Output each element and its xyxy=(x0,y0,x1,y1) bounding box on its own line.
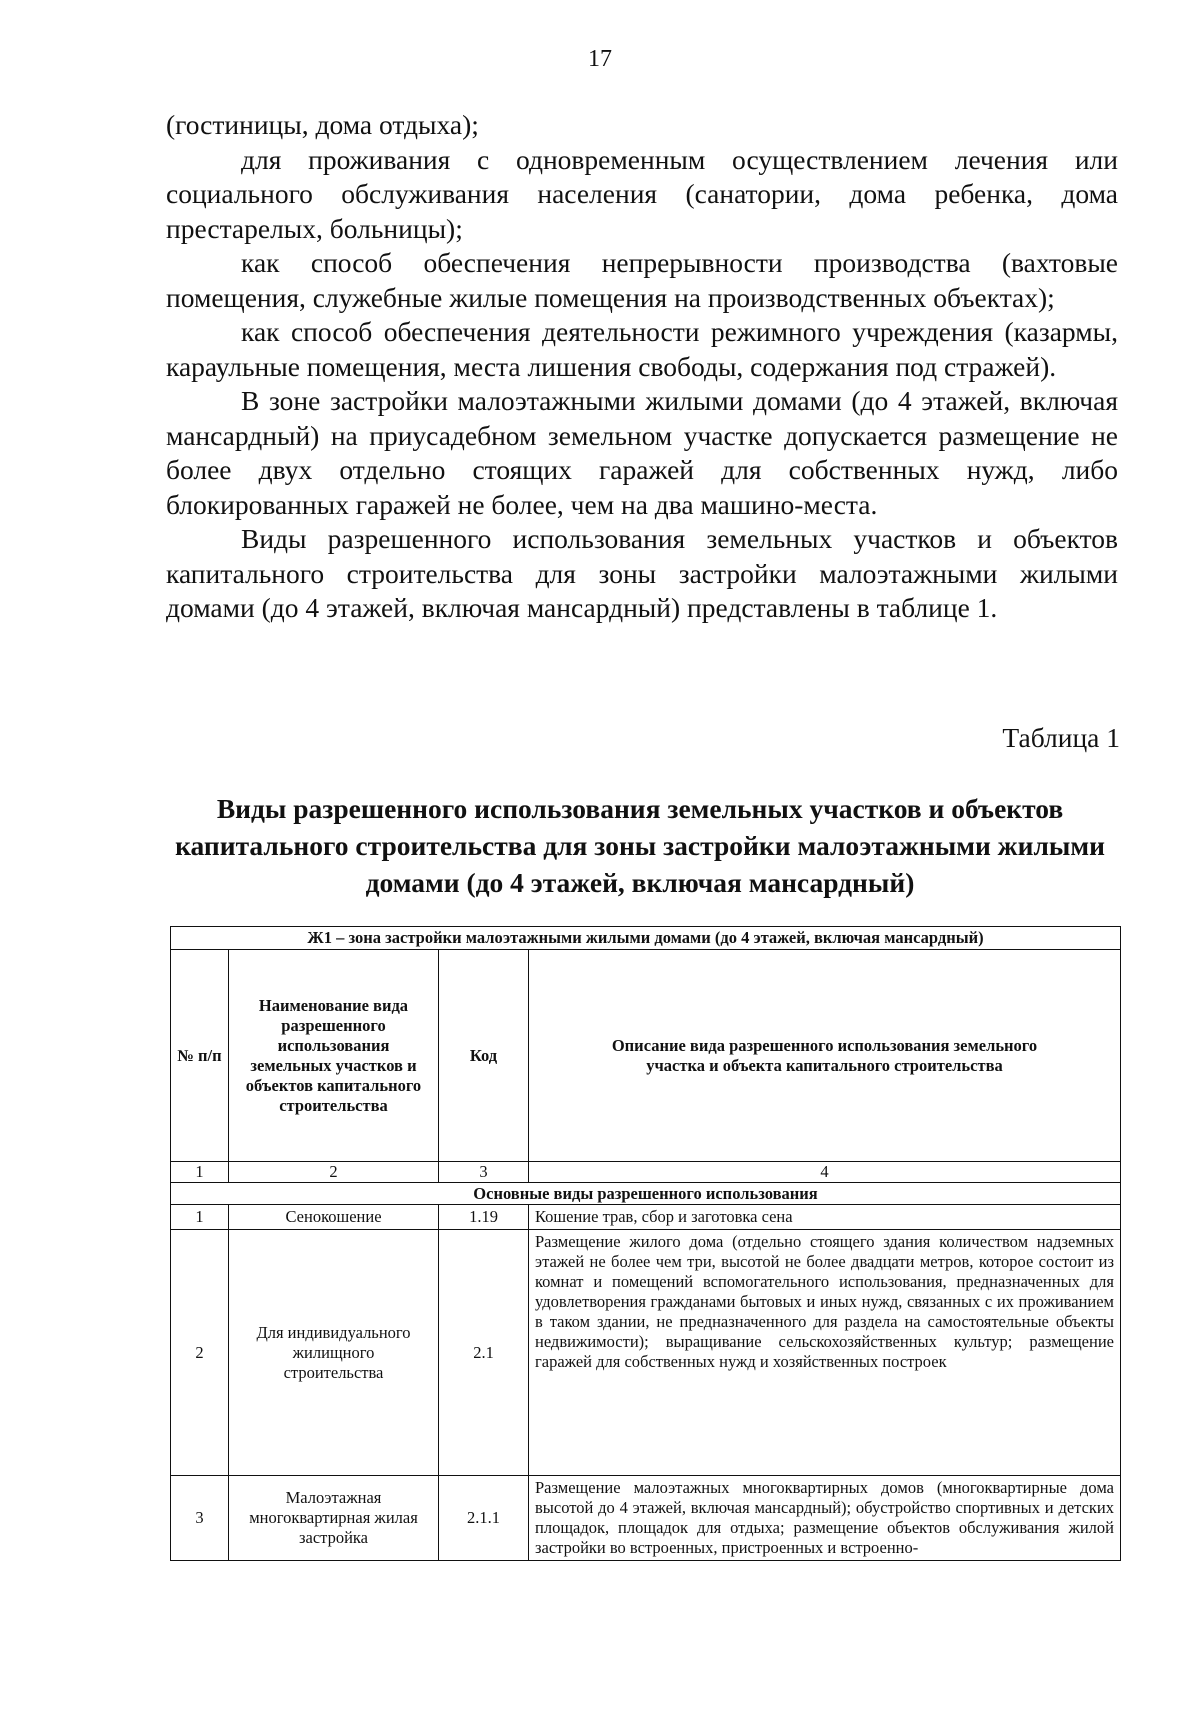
table-row xyxy=(171,1476,1121,1561)
row-num: 1 xyxy=(171,1205,229,1230)
column-header-desc: Описание вида разрешенного использования земельного участка и объекта капитального строительства xyxy=(529,950,1121,1162)
column-number: 1 xyxy=(171,1162,229,1183)
row-code: 2.1 xyxy=(439,1230,529,1476)
section-heading: Основные виды разрешенного использования xyxy=(171,1183,1121,1205)
body-paragraph: В зоне застройки малоэтажными жилыми домами (до 4 этажей, включая мансардный) на приусадебном земельном участке допускается размещение не более двух отдельно стоящих гаражей для собственных нужд, либо блокированных гаражей не более, чем на два машино-места. xyxy=(166,385,1118,520)
row-name: Малоэтажная многоквартирная жилая застройка xyxy=(229,1476,439,1561)
body-paragraph: как способ обеспечения деятельности режимного учреждения (казармы, караульные помещения, места лишения свободы, содержания под стражей). xyxy=(166,316,1118,382)
row-num: 2 xyxy=(171,1230,229,1476)
column-number-row xyxy=(171,1162,1121,1183)
row-desc: Размещение малоэтажных многоквартирных домов (многоквартирные дома высотой до 4 этажей, включая мансардный); обустройство спортивных и детских площадок, площадок для отдыха; размещение объектов обслуживания жилой застройки во встроенных, пристроенных и встроенно- xyxy=(529,1476,1121,1561)
row-code: 1.19 xyxy=(439,1205,529,1230)
body-text xyxy=(166,108,1118,626)
column-number: 2 xyxy=(229,1162,439,1183)
body-paragraph: (гостиницы, дома отдыха); xyxy=(166,109,479,140)
table-row xyxy=(171,1230,1121,1476)
column-header-num: № п/п xyxy=(171,950,229,1162)
row-num: 3 xyxy=(171,1476,229,1561)
zone-header-row xyxy=(171,927,1121,950)
page-number: 17 xyxy=(588,46,612,72)
table-row xyxy=(171,1205,1121,1230)
column-header-name: Наименование вида разрешенного использования земельных участков и объектов капитального строительства xyxy=(229,950,439,1162)
section-row xyxy=(171,1183,1121,1205)
body-paragraph: Виды разрешенного использования земельных участков и объектов капитального строительства для зоны застройки малоэтажными жилыми домами (до 4 этажей, включая мансардный) представлены в таблице 1. xyxy=(166,523,1118,623)
body-paragraph: для проживания с одновременным осуществлением лечения или социального обслуживания населения (санатории, дома ребенка, дома престарелых, больницы); xyxy=(166,143,1118,244)
row-code: 2.1.1 xyxy=(439,1476,529,1561)
row-name: Сенокошение xyxy=(229,1205,439,1230)
table-title: Виды разрешенного использования земельных участков и объектов капитального строительства для зоны застройки малоэтажными жилыми домами (до 4 этажей, включая мансардный) xyxy=(175,793,1105,898)
zoning-table xyxy=(170,926,1121,1561)
row-desc: Размещение жилого дома (отдельно стоящего здания количеством надземных этажей не более чем три, высотой не более двадцати метров, которое состоит из комнат и помещений вспомогательного использования, предназначенных для удовлетворения гражданами бытовых и иных нужд, связанных с их проживанием в таком здании, не предназначенного для раздела на самостоятельные объекты недвижимости); выращивание сельскохозяйственных культур; размещение гаражей для собственных нужд и хозяйственных построек xyxy=(529,1230,1121,1476)
row-name: Для индивидуального жилищного строительства xyxy=(229,1230,439,1476)
table-label: Таблица 1 xyxy=(1002,722,1120,753)
row-desc: Кошение трав, сбор и заготовка сена xyxy=(529,1205,1121,1230)
column-number: 4 xyxy=(529,1162,1121,1183)
column-header-row xyxy=(171,950,1121,1162)
zone-header: Ж1 – зона застройки малоэтажными жилыми домами (до 4 этажей, включая мансардный) xyxy=(171,927,1121,950)
column-number: 3 xyxy=(439,1162,529,1183)
body-paragraph: как способ обеспечения непрерывности производства (вахтовые помещения, служебные жилые помещения на производственных объектах); xyxy=(166,247,1118,313)
column-header-code: Код xyxy=(439,950,529,1162)
